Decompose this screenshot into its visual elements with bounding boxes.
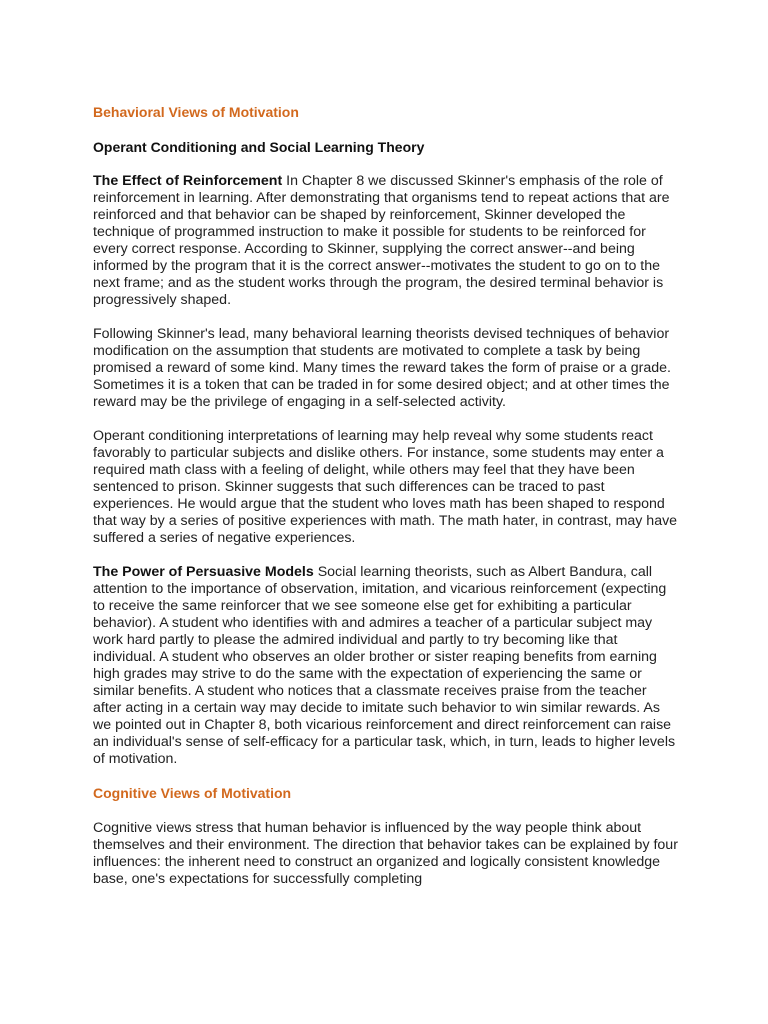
paragraph-text: Social learning theorists, such as Albert Bandura, call attention to the importance of observation, imitation, and vicarious reinforcement (expecting to receive the same reinforcer that we see someone else get for exhibiting a particular behavior). A student who identifies with and admires a teacher of a particular subject may work hard partly to please the admired individual and partly to try becoming like that individual. A student who observes an older brother or sister reaping benefits from earning high grades may strive to do the same with the expectation of experiencing the same or similar benefits. A student who notices that a classmate receives praise from the teacher after acting in a certain way may decide to imitate such behavior to win similar rewards. As we pointed out in Chapter 8, both vicarious reinforcement and direct reinforcement can raise an individual's sense of self-efficacy for a particular task, which, in turn, leads to higher levels of motivation. [93, 564, 676, 767]
paragraph-text: In Chapter 8 we discussed Skinner's emphasis of the role of reinforcement in learning. After demonstrating that organisms tend to repeat actions that are reinforced and that behavior can be shaped by reinforcement, Skinner developed the technique of programmed instruction to make it possible for students to be reinforced for every correct response. According to Skinner, supplying the correct answer--and being informed by the program that it is the correct answer--motivates the student to go on to the next frame; and as the student works through the program, the desired terminal behavior is progressively shaped. [93, 173, 670, 308]
subheading-operant: Operant Conditioning and Social Learning Theory [93, 139, 425, 155]
paragraph-lead: The Effect of Reinforcement [93, 173, 283, 189]
paragraph-cognitive-views: Cognitive views stress that human behavior is influenced by the way people think about themselves and their environment. The direction that behavior takes can be explained by four influences: the inherent need to construct an organized and logically consistent knowledge base, one's expectations for successfully completing [93, 820, 678, 887]
paragraph-lead: The Power of Persuasive Models [93, 564, 314, 580]
section-heading-behavioral: Behavioral Views of Motivation [93, 104, 299, 120]
paragraph-persuasive-models [93, 564, 678, 768]
paragraph-skinners-lead: Following Skinner's lead, many behavioral learning theorists devised techniques of behavior modification on the assumption that students are motivated to complete a task by being promised a reward of some kind. Many times the reward takes the form of praise or a grade. Sometimes it is a token that can be traded in for some desired object; and at other times the reward may be the privilege of engaging in a self-selected activity. [93, 326, 672, 410]
paragraph-effect-of-reinforcement [93, 173, 678, 309]
section-heading-cognitive: Cognitive Views of Motivation [93, 785, 292, 801]
document-page [93, 104, 678, 905]
paragraph-operant-interpretations: Operant conditioning interpretations of learning may help reveal why some students react favorably to particular subjects and dislike others. For instance, some students may enter a required math class with a feeling of delight, while others may feel that they have been sentenced to prison. Skinner suggests that such differences can be traced to past experiences. He would argue that the student who loves math has been shaped to respond that way by a series of positive experiences with math. The math hater, in contrast, may have suffered a series of negative experiences. [93, 428, 678, 546]
